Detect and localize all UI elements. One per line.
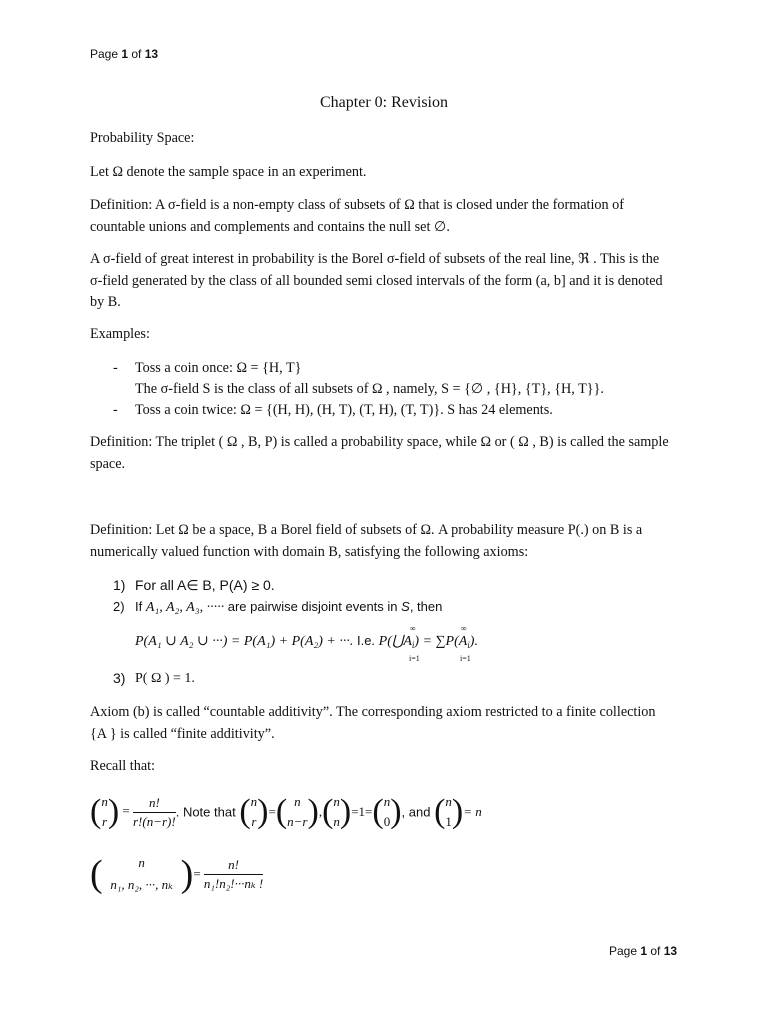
borel-paragraph: A σ-field of great interest in probability is the Borel σ-field of subsets of the real line, ℜ . This is the σ-field generated by the class of all bounded semi closed intervals of the form (a, b] and it is denoted by B. <box>90 251 663 310</box>
page-total: 13 <box>144 47 159 61</box>
axiom-number: 1) <box>113 577 126 593</box>
axiom-text: If <box>135 599 146 614</box>
sum-lower-limit: i=1 <box>460 654 471 663</box>
axiom-number: 2) <box>113 599 125 614</box>
binomial: ( n r ) <box>90 793 120 830</box>
examples-list <box>113 358 678 421</box>
example-line: Toss a coin twice: Ω = {(H, H), (H, T), (T, H), (T, T)}. S has 24 elements. <box>135 402 553 418</box>
recall-label: Recall that: <box>90 758 156 774</box>
page-total: 13 <box>663 944 678 958</box>
definition-probability-measure: Definition: Let Ω be a space, B a Borel field of subsets of Ω. A probability measure P(.) on B is a numerically valued function with domain B, satisfying the following axioms: <box>90 522 643 560</box>
sum-upper-limit: ∞ <box>461 624 467 633</box>
axiom-math: S <box>401 599 410 614</box>
binomial: ( n 0 ) <box>372 793 402 830</box>
list-item <box>113 358 678 400</box>
binom-bottom: n−r <box>287 814 308 829</box>
binom-top: n <box>250 794 258 809</box>
binom-bottom: 0 <box>383 814 391 829</box>
fraction-denominator: n₁!n₂!···nₖ ! <box>203 875 264 891</box>
page-number: 1 <box>121 47 129 61</box>
equation-ie: I.e. <box>353 633 379 648</box>
axiom-text: are pairwise disjoint events in <box>224 599 402 614</box>
note-text: . Note that <box>175 804 240 820</box>
fraction-numerator: n! <box>133 795 176 813</box>
fraction-numerator: n! <box>204 857 263 875</box>
list-item <box>113 668 673 689</box>
binom-bottom: r <box>102 814 108 829</box>
axioms-list-continued <box>113 668 673 689</box>
equals: = <box>268 804 276 819</box>
axioms-list <box>113 575 673 618</box>
list-item <box>113 596 673 618</box>
fraction <box>133 795 176 830</box>
axiom-text: P( Ω ) = 1. <box>135 671 195 686</box>
page-prefix: Page <box>609 944 641 958</box>
binom-bottom: n <box>333 814 340 829</box>
binom-bottom: 1 <box>445 814 452 829</box>
axiom-math: A₁, A₂, A₃, ····· <box>145 600 225 615</box>
multinomial-equation <box>90 852 263 896</box>
list-dash: - <box>113 402 118 418</box>
binom-top: n <box>383 794 391 809</box>
page-of: of <box>647 944 664 958</box>
binomial: ( n r ) <box>239 793 269 830</box>
example-line: Toss a coin once: Ω = {H, T} <box>135 360 302 376</box>
equals: = <box>193 866 201 881</box>
binom-top: n <box>333 794 340 809</box>
section-heading-probability-space: Probability Space: <box>90 130 195 146</box>
list-item <box>113 400 678 421</box>
binomial: ( n n−r ) <box>275 793 319 830</box>
fraction <box>204 857 263 892</box>
binom-bottom: r <box>251 814 257 829</box>
axiom-text: For all A∈ B, P(A) ≥ 0. <box>135 577 275 593</box>
list-item <box>113 575 673 596</box>
equation-rhs: ). <box>469 634 478 649</box>
binomial: ( n n ) <box>322 793 352 830</box>
and-text: , and <box>401 804 435 820</box>
binomial-equation <box>90 792 482 832</box>
chapter-title: Chapter 0: Revision <box>320 94 448 111</box>
comma: , <box>318 804 323 819</box>
page-header <box>90 47 158 61</box>
equals-one: =1= <box>351 804 373 819</box>
definition-triplet: Definition: The triplet ( Ω , B, P) is called a probability space, while Ω or ( Ω , B) is called the sample space. <box>90 434 669 472</box>
equation-lhs: P(A₁ ∪ A₂ ∪ ···) = P(A₁) + P(A₂) + ···. <box>135 634 354 649</box>
multinom-bottom: n₁, n₂, ···, nₖ <box>110 877 173 892</box>
equation-rhs: ) = ∑P(A <box>414 634 468 649</box>
page-footer <box>609 944 677 958</box>
equals-n: = n <box>463 804 482 819</box>
equation-union: P(⋃A <box>378 634 412 649</box>
equation-sub: i <box>467 640 470 650</box>
axiom-text: , then <box>409 599 443 614</box>
union-upper-limit: ∞ <box>410 624 416 633</box>
examples-label: Examples: <box>90 326 150 342</box>
union-lower-limit: i=1 <box>409 654 420 663</box>
fraction-denominator: r!(n−r)! <box>133 813 176 829</box>
definition-sigma-field: Definition: A σ-field is a non-empty class of subsets of Ω that is closed under the formation of countable unions and complements and contains the null set ∅. <box>90 197 624 235</box>
countable-additivity-paragraph: Axiom (b) is called “countable additivity”. The corresponding axiom restricted to a finite collection {A } is called “finite additivity”. <box>90 704 656 742</box>
sample-space-paragraph: Let Ω denote the sample space in an experiment. <box>90 164 367 180</box>
binom-top: n <box>445 794 452 809</box>
page-of: of <box>128 47 145 61</box>
binom-top: n <box>294 794 301 809</box>
equals: = <box>122 802 130 818</box>
multinom-top: n <box>138 855 145 870</box>
axiom-number: 3) <box>113 670 126 686</box>
page-prefix: Page <box>90 47 122 61</box>
binom-top: n <box>101 794 108 809</box>
list-dash: - <box>113 360 118 376</box>
page-number: 1 <box>640 944 648 958</box>
example-line: The σ-field S is the class of all subsets of Ω , namely, S = {∅ , {H}, {T}, {H, T}}. <box>135 381 604 397</box>
binomial: ( n 1 ) <box>434 793 464 830</box>
equation-sub: i <box>411 640 415 650</box>
multinomial: ( n n₁, n₂, ···, nₖ ) <box>90 853 194 895</box>
